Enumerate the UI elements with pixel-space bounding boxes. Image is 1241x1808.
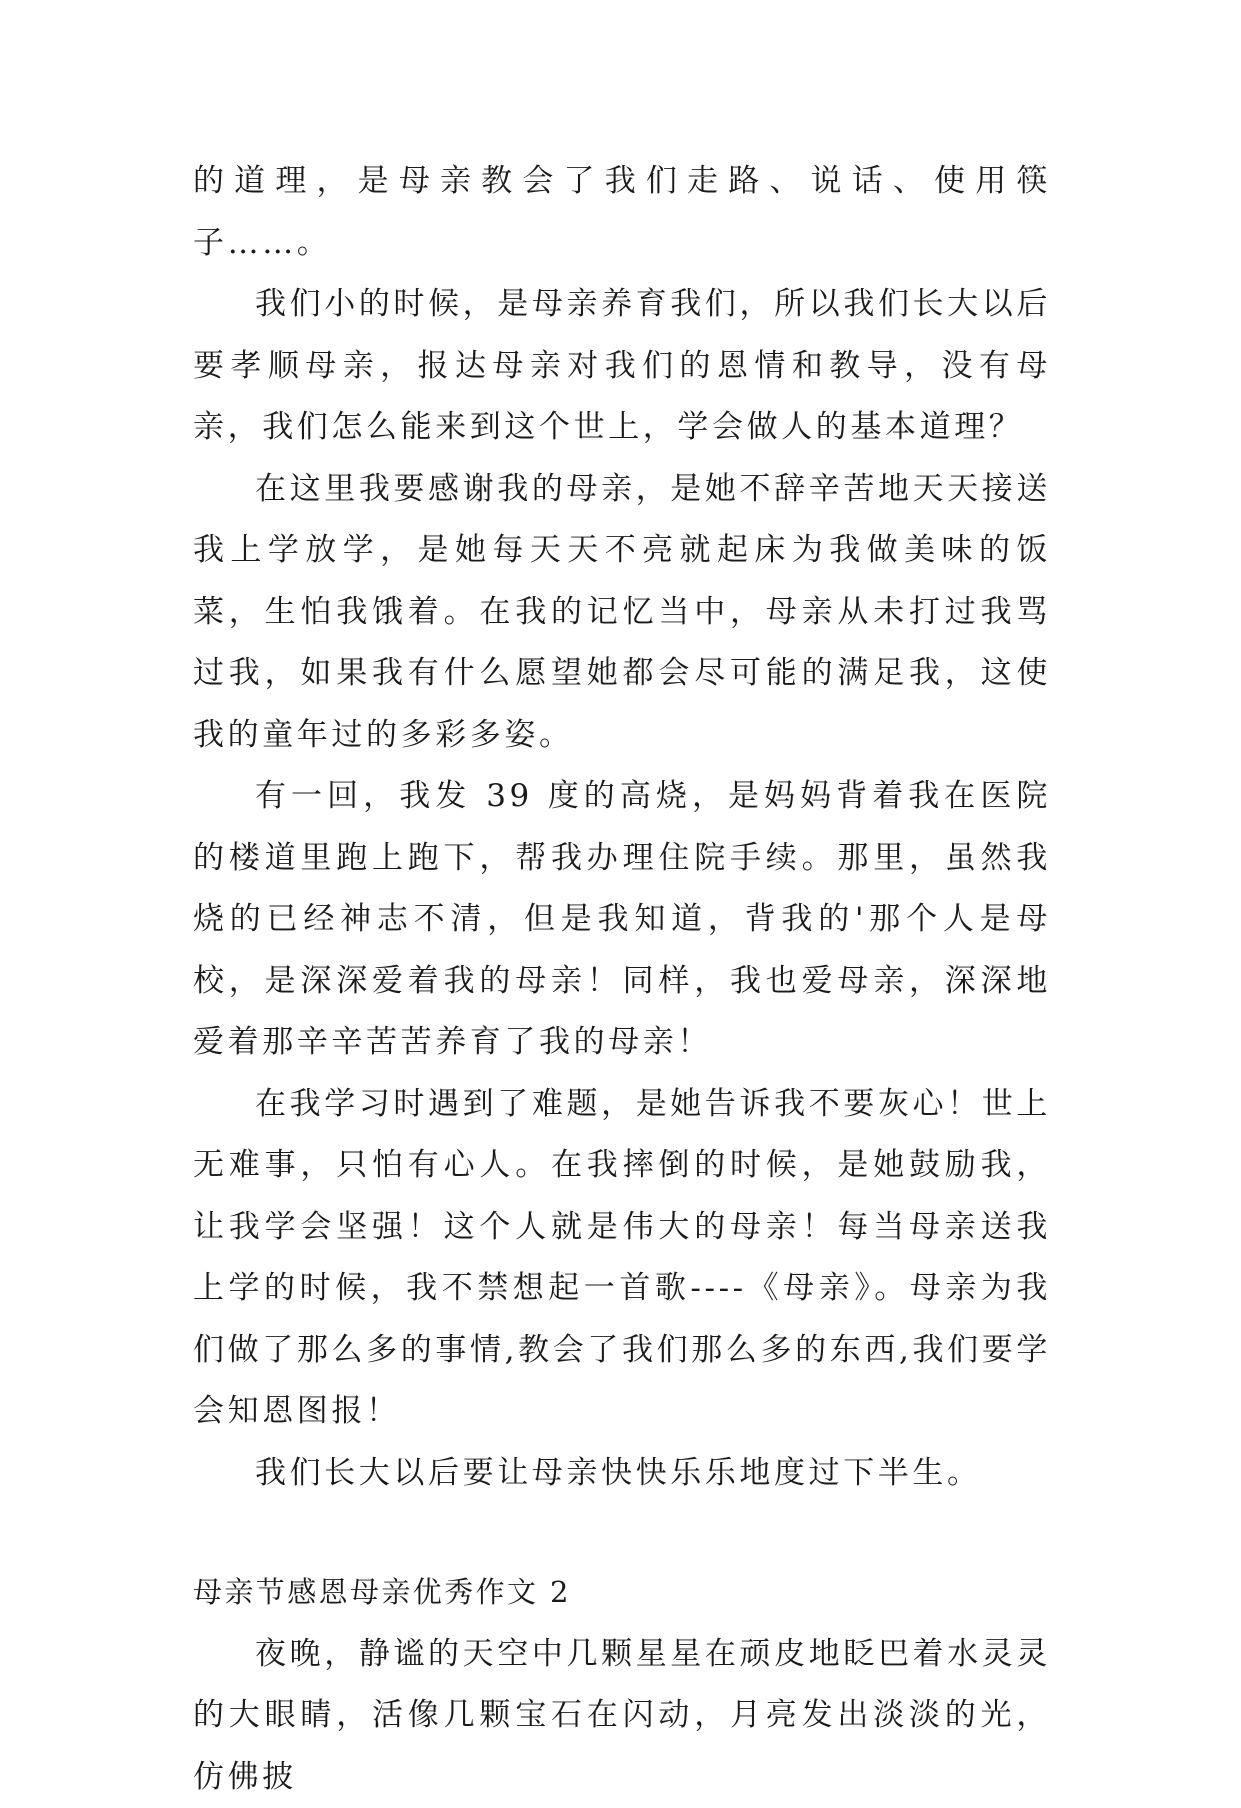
section-heading: 母亲节感恩母亲优秀作文 2	[193, 1562, 1051, 1624]
paragraph: 有一回，我发 39 度的高烧，是妈妈背着我在医院的楼道里跑上跑下，帮我办理住院手续。那里，虽然我烧的已经神志不清，但是我知道，背我的'那个人是母校，是深深爱着我的母亲！同样，我也爱母亲，深深地爱着那辛辛苦苦养育了我的母亲！	[193, 766, 1051, 1074]
paragraph: 我们长大以后要让母亲快快乐乐地度过下半生。	[193, 1443, 1051, 1505]
document-body	[193, 151, 1051, 1808]
paragraph: 夜晚，静谧的天空中几颗星星在顽皮地眨巴着水灵灵的大眼睛，活像几颗宝石在闪动，月亮发出淡淡的光，仿佛披	[193, 1624, 1051, 1808]
paragraph: 在这里我要感谢我的母亲，是她不辞辛苦地天天接送我上学放学，是她每天天不亮就起床为我做美味的饭菜，生怕我饿着。在我的记忆当中，母亲从未打过我骂过我，如果我有什么愿望她都会尽可能的满足我，这使我的童年过的多彩多姿。	[193, 459, 1051, 767]
paragraph: 在我学习时遇到了难题，是她告诉我不要灰心！世上无难事，只怕有心人。在我摔倒的时候，是她鼓励我，让我学会坚强！这个人就是伟大的母亲！每当母亲送我上学的时候，我不禁想起一首歌----《母亲》。母亲为我们做了那么多的事情,教会了我们那么多的东西,我们要学会知恩图报！	[193, 1074, 1051, 1443]
paragraph-continued: 的道理，是母亲教会了我们走路、说话、使用筷子……。	[193, 151, 1051, 274]
paragraph: 我们小的时候，是母亲养育我们，所以我们长大以后要孝顺母亲，报达母亲对我们的恩情和教导，没有母亲，我们怎么能来到这个世上，学会做人的基本道理？	[193, 274, 1051, 459]
